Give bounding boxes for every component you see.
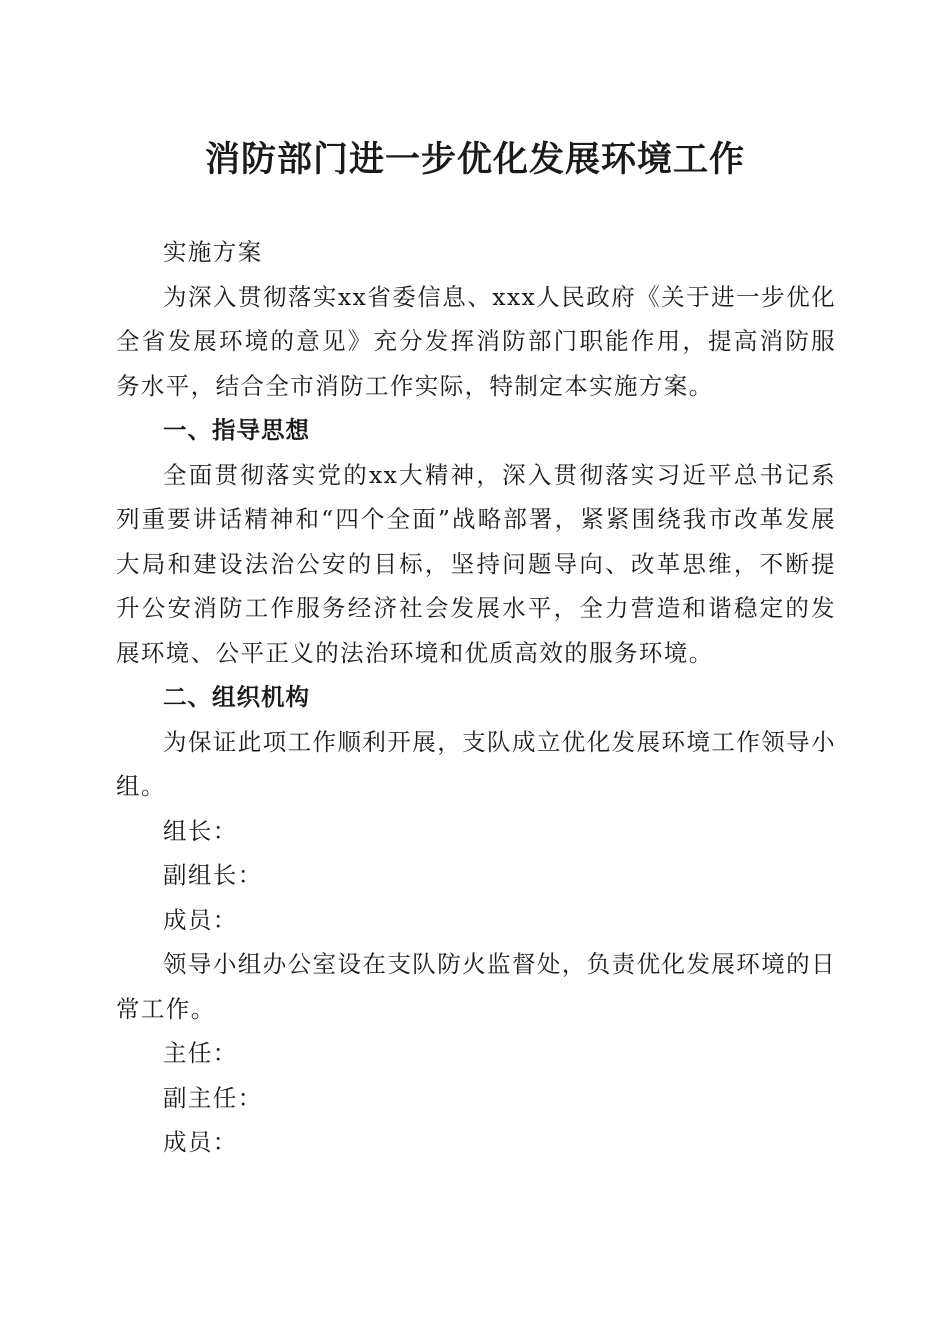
- section-heading-guiding-ideology: 一、指导思想: [163, 416, 310, 444]
- subtitle-paragraph: 实施方案: [163, 238, 263, 266]
- deputy-director-line: 副主任：: [163, 1083, 263, 1112]
- organization-paragraph: 为保证此项工作顺利开展，支队成立优化发展环境工作领导小组。: [116, 727, 836, 800]
- section-heading-organization: 二、组织机构: [163, 683, 310, 711]
- office-paragraph: 领导小组办公室设在支队防火监督处，负责优化发展环境的日常工作。: [116, 950, 836, 1023]
- intro-paragraph: 为深入贯彻落实xx省委信息、xxx人民政府《关于进一步优化全省发展环境的意见》充分发挥消防部门职能作用，提高消防服务水平，结合全市消防工作实际，特制定本实施方案。: [116, 282, 836, 400]
- guiding-ideology-paragraph: 全面贯彻落实党的xx大精神，深入贯彻落实习近平总书记系列重要讲话精神和“四个全面”战略部署，紧紧围绕我市改革发展大局和建设法治公安的目标，坚持问题导向、改革思维，不断提升公安消防工作服务经济社会发展水平，全力营造和谐稳定的发展环境、公平正义的法治环境和优质高效的服务环境。: [116, 460, 836, 667]
- group-members-line: 成员：: [163, 905, 238, 934]
- document-title: 消防部门进一步优化发展环境工作: [204, 139, 745, 180]
- document-body: [116, 230, 836, 1165]
- office-members-line: 成员：: [163, 1128, 238, 1156]
- deputy-group-leader-line: 副组长：: [163, 861, 263, 889]
- group-leader-line: 组长：: [163, 816, 238, 845]
- director-line: 主任：: [163, 1039, 238, 1067]
